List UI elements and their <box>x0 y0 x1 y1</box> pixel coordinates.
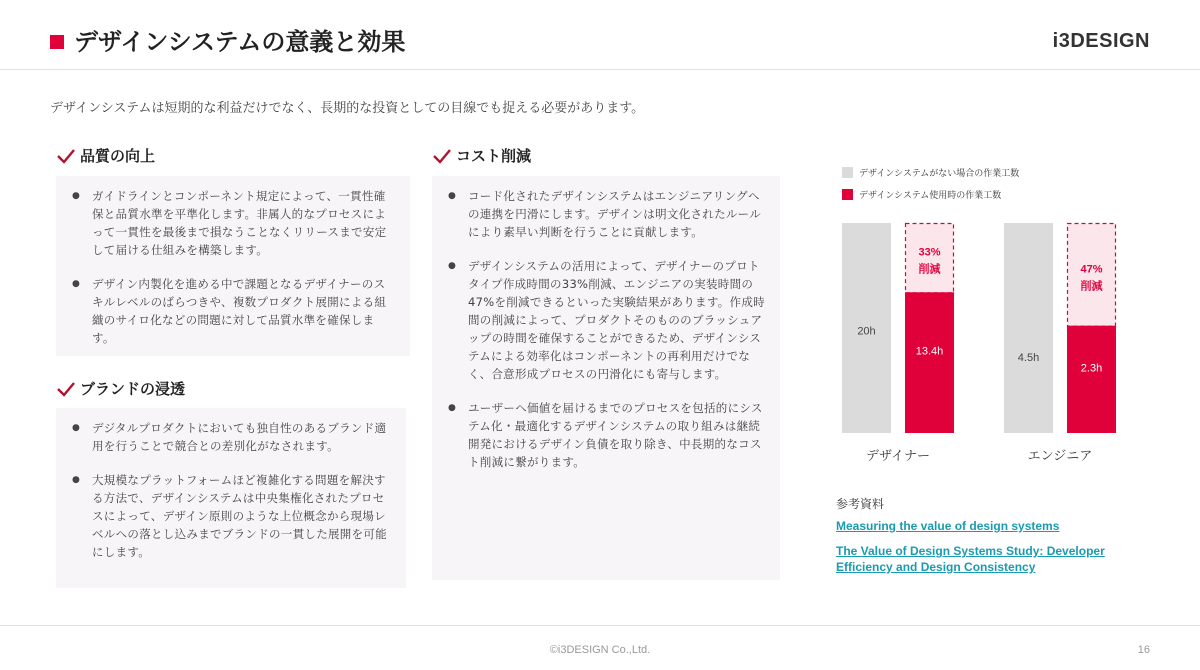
category-label: デザイナー <box>865 449 931 464</box>
bar-value-label: 4.5h <box>1017 352 1040 365</box>
reference-link-measuring[interactable]: Measuring the value of design systems <box>836 519 1060 533</box>
page-number: 16 <box>1137 644 1150 656</box>
quality-card <box>56 176 410 356</box>
list-item: ● ユーザーへ価値を届けるまでのプロセスを包括的にシステム化・最適化するデザインシステムの取り組みは継続開発におけるデザイン負債を取り除き、中長期的なコスト削減に繋がります。 <box>448 399 768 471</box>
brand-logo: i3DESIGN <box>1052 30 1150 52</box>
list-item: ● コード化されたデザインシステムはエンジニアリングへの連携を円滑にします。デザインは明文化されたルールにより素早い判断を行うことに貢献します。 <box>448 187 768 241</box>
section-heading-quality <box>56 145 155 166</box>
legend-label: デザインシステム使用時の作業工数 <box>859 191 1002 201</box>
footer-divider <box>0 625 1200 626</box>
bar-value-label: 20h <box>857 325 876 338</box>
list-item: ● デザイン内製化を進める中で課題となるデザイナーのスキルレベルのばらつきや、複数プロダクト展開による組織のサイロ化などの問題に対して品質水準を確保します。 <box>72 275 396 347</box>
legend-item-with <box>842 188 1001 201</box>
bar-chart <box>830 210 1140 470</box>
section-heading-label: 品質の向上 <box>80 147 156 165</box>
bar-with <box>1067 326 1116 433</box>
bar-value-label: 2.3h <box>1080 362 1103 375</box>
brand-card <box>56 408 406 588</box>
check-icon <box>56 148 76 164</box>
legend-item-without <box>842 166 1019 179</box>
slide-header <box>0 0 1200 70</box>
lead-text: デザインシステムは短期的な利益だけでなく、長期的な投資としての目線でも捉える必要があります。 <box>50 101 645 116</box>
section-heading-label: ブランドの浸透 <box>80 380 186 398</box>
section-heading-cost <box>432 145 531 166</box>
check-icon <box>56 381 76 397</box>
bar-without <box>1004 223 1053 433</box>
cost-card <box>432 176 780 580</box>
page-title: デザインシステムの意義と効果 <box>74 28 406 56</box>
legend-swatch-gray <box>842 167 853 178</box>
bar-value-label: 13.4h <box>915 345 944 358</box>
bar-with <box>905 292 954 433</box>
check-icon <box>432 148 452 164</box>
reference-link-study[interactable]: The Value of Design Systems Study: Developer Efficiency and Design Consistency <box>836 544 1105 574</box>
list-item: ● デジタルプロダクトにおいても独自性のあるブランド適用を行うことで競合との差別化がなされます。 <box>72 419 392 455</box>
reduction-percent-label: 33% <box>918 246 941 259</box>
legend-label: デザインシステムがない場合の作業工数 <box>859 169 1020 179</box>
title-marker <box>50 35 64 49</box>
list-item: ● デザインシステムの活用によって、デザイナーのプロトタイプ作成時間の33%削減、エンジニアの実装時間の47%を削減できるといった実験結果があります。作成時間の削減によって、プロダクトそのもののブラッシュアップの時間を確保することができるため、デザインシステムによる効率化はコンポーネントの再利用だけでなく、合意形成プロセスの円滑化にも寄与します。 <box>448 257 768 383</box>
legend-swatch-red <box>842 189 853 200</box>
references-title: 参考資料 <box>836 497 885 511</box>
section-heading-brand <box>56 378 185 399</box>
copyright: ©i3DESIGN Co.,Ltd. <box>549 644 651 656</box>
list-item: ● ガイドラインとコンポーネント規定によって、一貫性確保と品質水準を平準化します。非属人的なプロセスによって一貫性を最後まで損なうことなくリリースまで安定して届ける仕組みを構築します。 <box>72 187 396 259</box>
section-heading-label: コスト削減 <box>456 147 532 165</box>
reduction-percent-label: 47% <box>1080 263 1103 276</box>
list-item: ● 大規模なプラットフォームほど複雑化する問題を解決する方法で、デザインシステムは中央集権化されたプロセスによって、デザイン原則のような上位概念から現場レベルへの落とし込みまでブランドの一貫した展開を可能にします。 <box>72 471 392 561</box>
reduction-word-label: 削減 <box>918 262 941 276</box>
category-label: エンジニア <box>1027 449 1093 464</box>
reduction-word-label: 削減 <box>1080 279 1103 293</box>
